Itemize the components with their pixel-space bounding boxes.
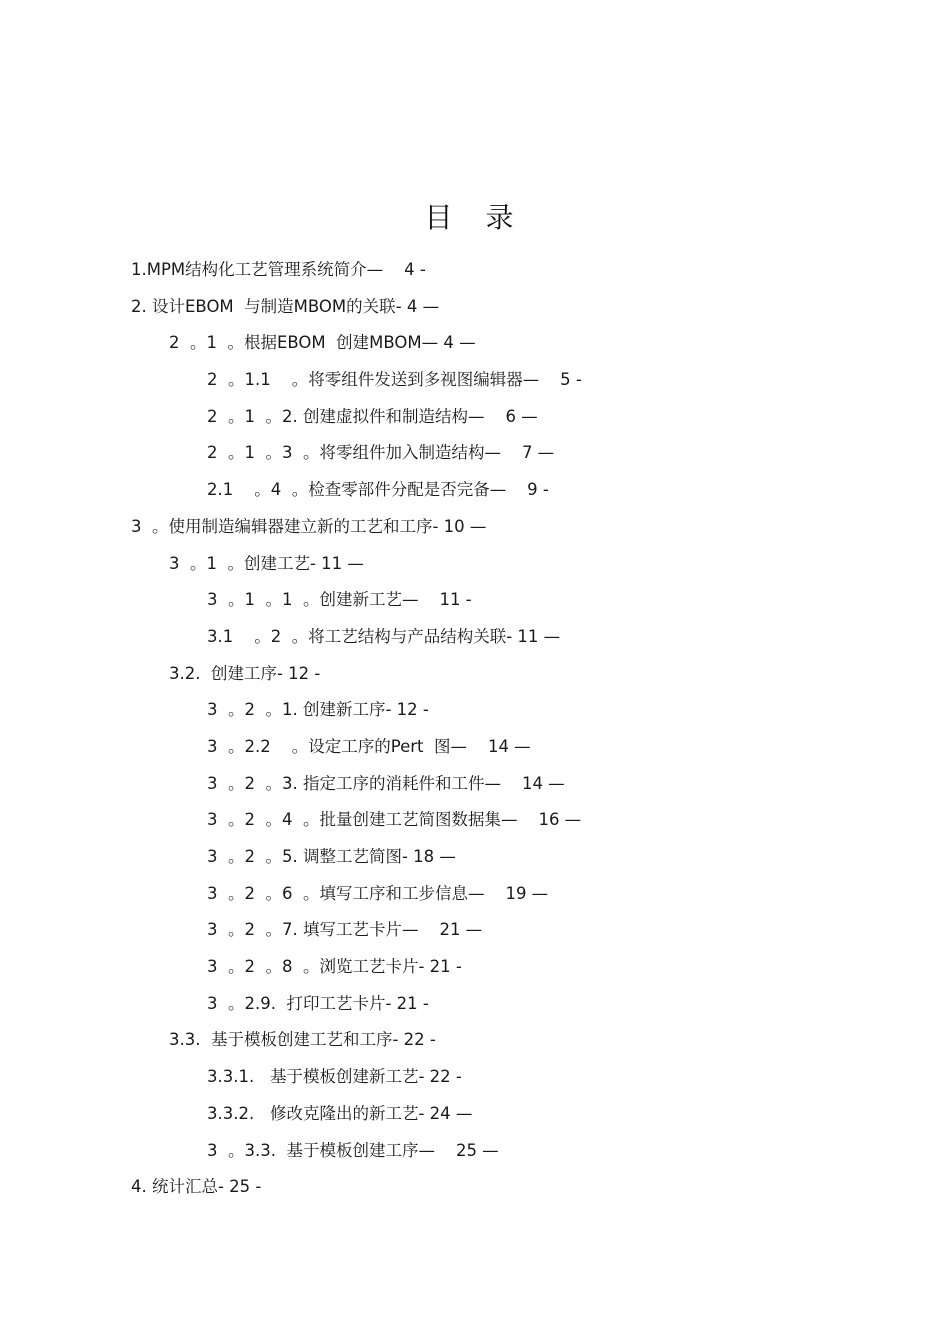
toc-entry[interactable]	[0, 582, 950, 619]
toc-entry[interactable]	[0, 289, 950, 326]
toc-entry-text: 3 。使用制造编辑器建立新的工艺和工序- 10 —	[131, 516, 487, 536]
toc-entry-text: 2 。1 。根据EBOM 创建MBOM— 4 —	[169, 333, 476, 353]
toc-entry-text: 2.1 。4 。检查零部件分配是否完备— 9 -	[207, 480, 549, 500]
toc-entry[interactable]	[0, 766, 950, 803]
toc-entry-text: 3.3.1. 基于模板创建新工艺- 22 -	[207, 1067, 462, 1087]
toc-entry-text: 3 。2 。4 。批量创建工艺简图数据集— 16 —	[207, 810, 582, 830]
toc-entry-text: 3 。2.9. 打印工艺卡片- 21 -	[207, 993, 429, 1013]
toc-title: 目 录	[424, 201, 526, 234]
toc-entry-text: 2. 设计EBOM 与制造MBOM的关联- 4 —	[131, 296, 440, 316]
toc-entry[interactable]	[0, 325, 950, 362]
toc-entry-text: 4. 统计汇总- 25 -	[131, 1177, 262, 1197]
toc-entry[interactable]	[0, 912, 950, 949]
toc-entry[interactable]	[0, 362, 950, 399]
toc-entry-text: 3 。1 。创建工艺- 11 —	[169, 553, 364, 573]
toc-entry[interactable]	[0, 729, 950, 766]
toc-entry[interactable]	[0, 546, 950, 583]
toc-entry-text: 3.2. 创建工序- 12 -	[169, 663, 321, 683]
toc-entry-text: 3 。2 。1. 创建新工序- 12 -	[207, 700, 429, 720]
toc-entry[interactable]	[0, 1022, 950, 1059]
toc-entry[interactable]	[0, 399, 950, 436]
toc-entry[interactable]	[0, 876, 950, 913]
toc-entry-text: 3 。2 。6 。填写工序和工步信息— 19 —	[207, 883, 549, 903]
toc-entry[interactable]	[0, 509, 950, 546]
toc-entry[interactable]	[0, 949, 950, 986]
toc-list	[0, 252, 950, 1206]
toc-entry[interactable]	[0, 802, 950, 839]
toc-entry[interactable]	[0, 1096, 950, 1133]
toc-entry-text: 1.MPM结构化工艺管理系统简介— 4 -	[131, 260, 426, 279]
toc-entry-text: 3.3.2. 修改克隆出的新工艺- 24 —	[207, 1103, 473, 1123]
toc-entry[interactable]	[0, 435, 950, 472]
toc-entry[interactable]	[0, 839, 950, 876]
toc-entry-text: 3 。3.3. 基于模板创建工序— 25 —	[207, 1140, 499, 1160]
toc-entry-text: 3 。1 。1 。创建新工艺— 11 -	[207, 590, 472, 610]
toc-entry[interactable]	[0, 1133, 950, 1170]
toc-entry[interactable]	[0, 656, 950, 693]
toc-entry[interactable]	[0, 692, 950, 729]
toc-entry-text: 2 。1 。3 。将零组件加入制造结构— 7 —	[207, 443, 555, 463]
toc-entry[interactable]	[0, 1169, 950, 1206]
toc-entry-text: 3.3. 基于模板创建工艺和工序- 22 -	[169, 1030, 436, 1050]
toc-entry-text: 3 。2 。3. 指定工序的消耗件和工件— 14 —	[207, 773, 565, 793]
toc-entry-text: 2 。1 。2. 创建虚拟件和制造结构— 6 —	[207, 406, 538, 426]
toc-entry-text: 3 。2 。5. 调整工艺简图- 18 —	[207, 847, 456, 866]
toc-entry-text: 3 。2 。7. 填写工艺卡片— 21 —	[207, 920, 483, 940]
toc-entry-text: 2 。1.1 。将零组件发送到多视图编辑器— 5 -	[207, 370, 582, 390]
toc-entry[interactable]	[0, 252, 950, 289]
toc-entry[interactable]	[0, 986, 950, 1023]
toc-entry[interactable]	[0, 1059, 950, 1096]
toc-entry-text: 3 。2 。8 。浏览工艺卡片- 21 -	[207, 957, 462, 977]
toc-entry[interactable]	[0, 619, 950, 656]
toc-entry-text: 3.1 。2 。将工艺结构与产品结构关联- 11 —	[207, 626, 561, 646]
toc-entry-text: 3 。2.2 。设定工序的Pert 图— 14 —	[207, 736, 531, 756]
toc-entry[interactable]	[0, 472, 950, 509]
